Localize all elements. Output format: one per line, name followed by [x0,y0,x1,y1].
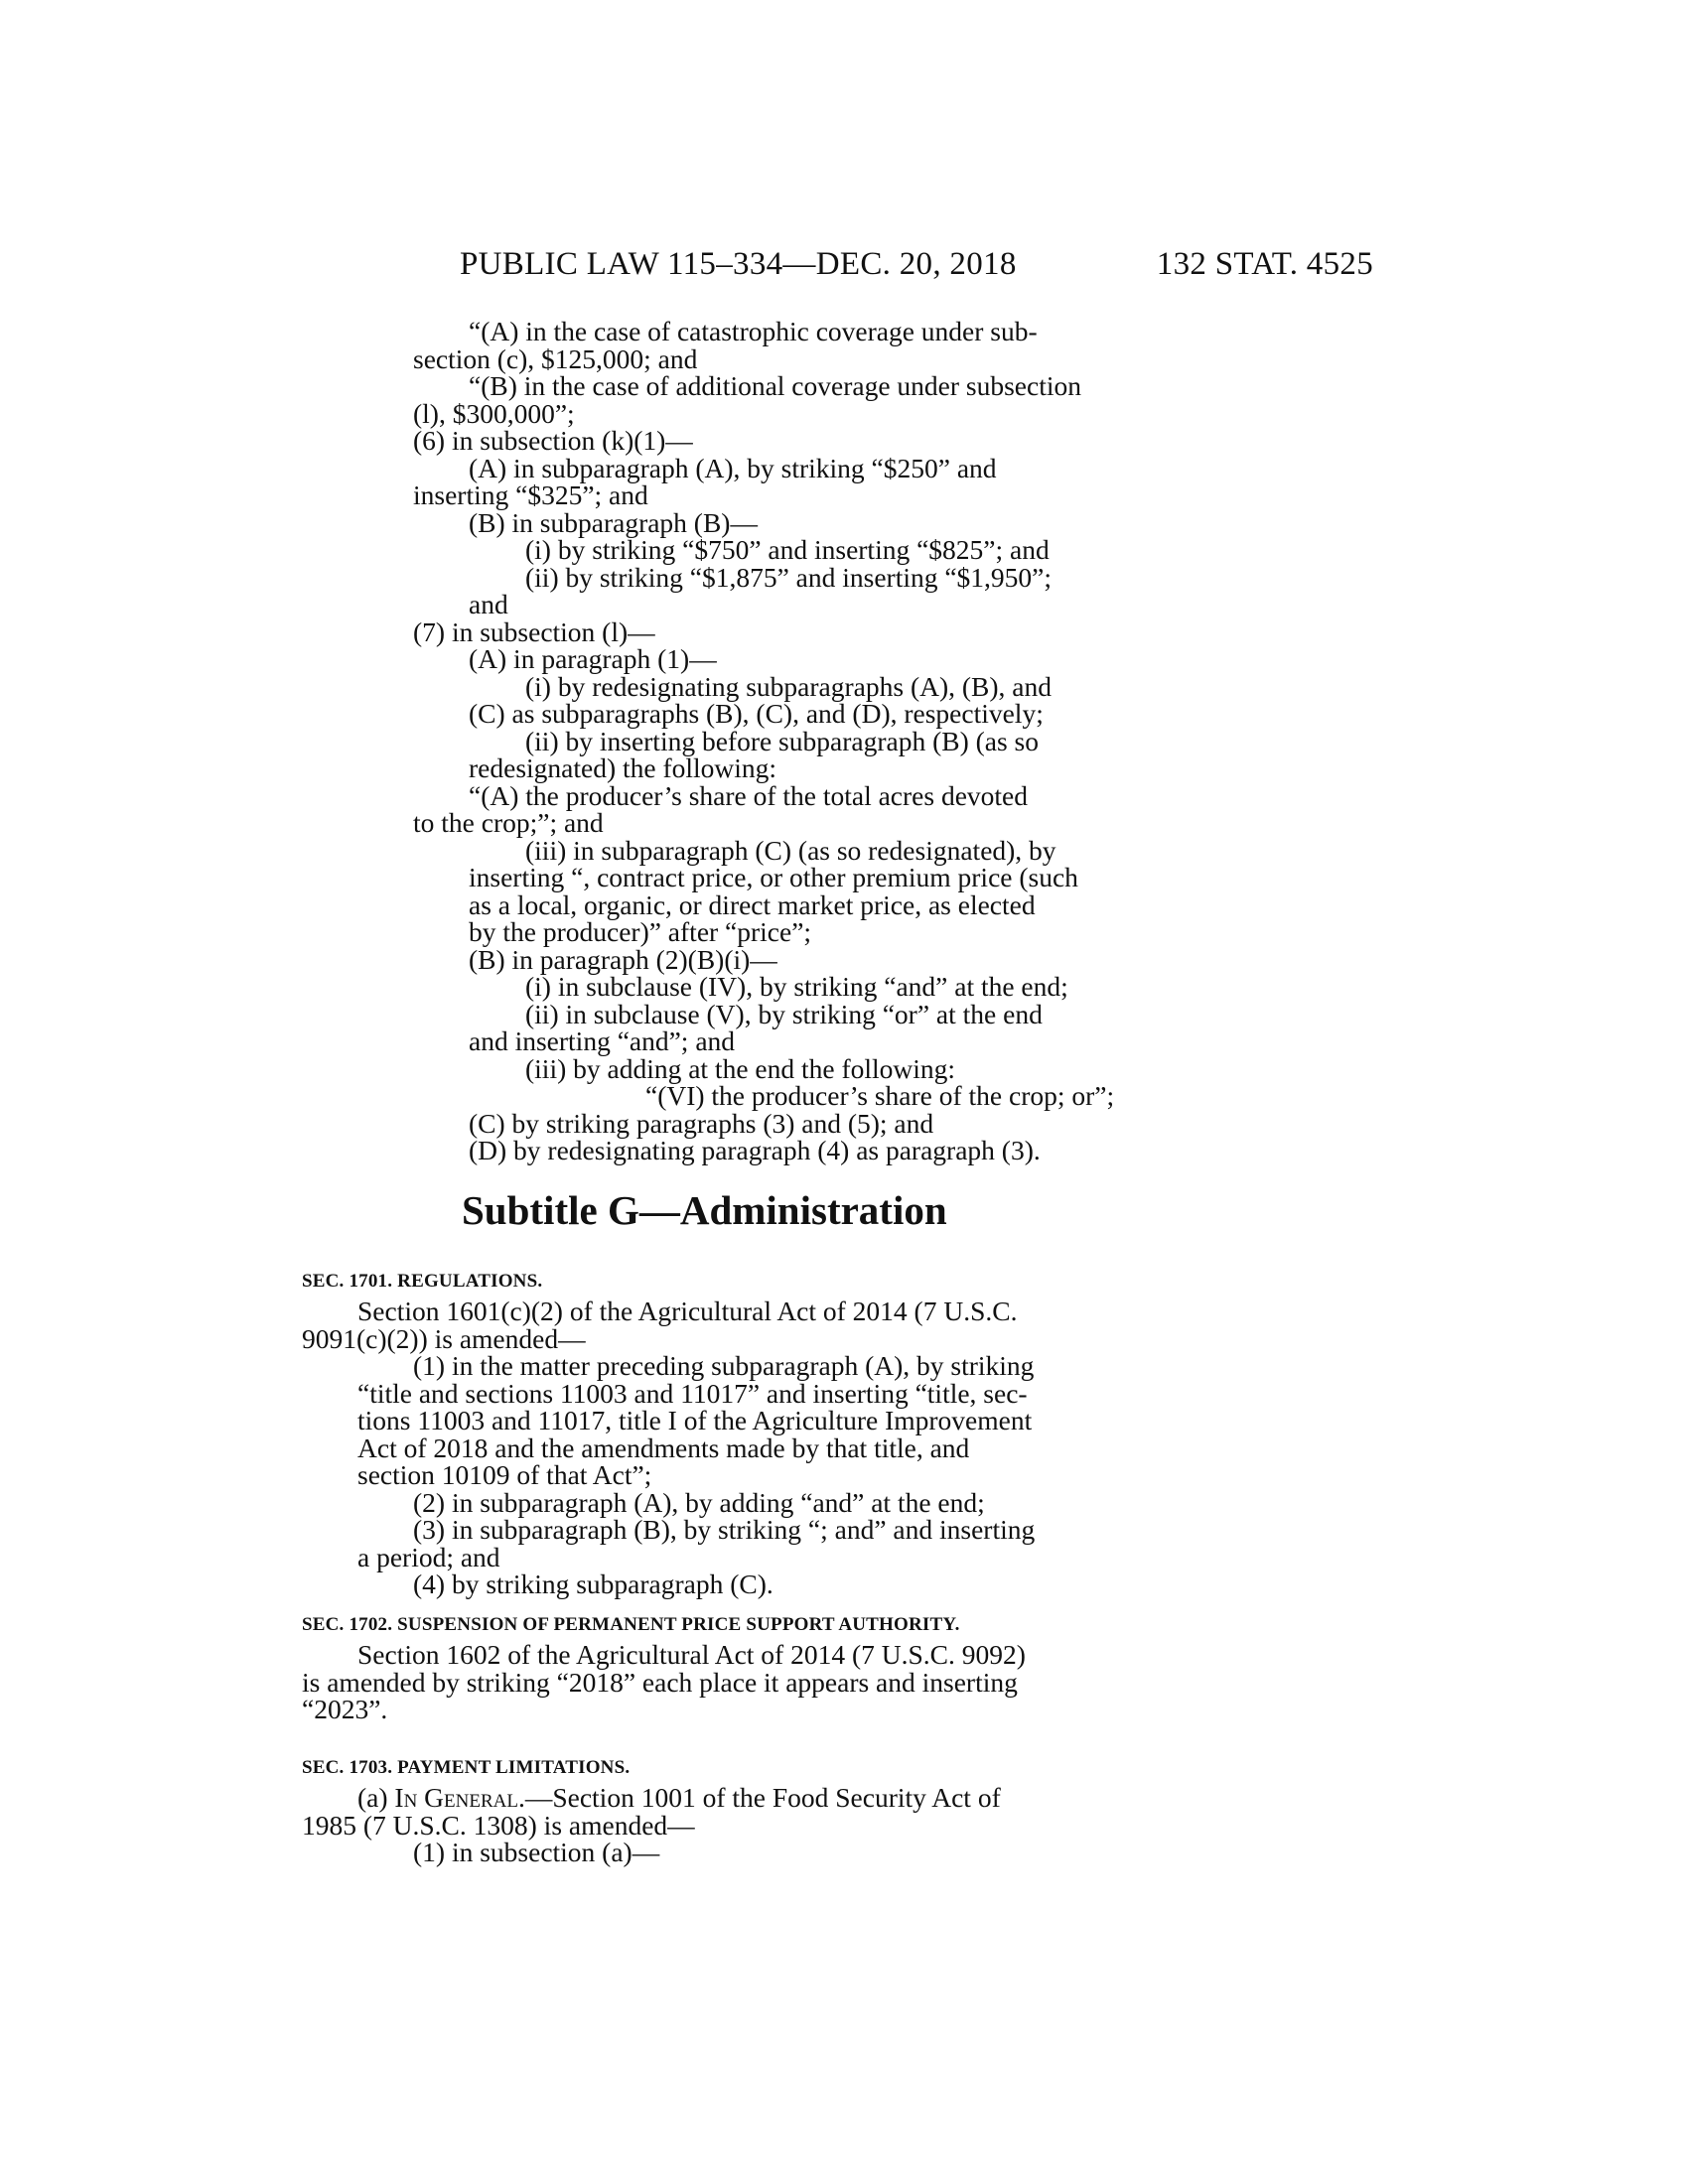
text-line: (D) by redesignating paragraph (4) as paragraph (3). [469,1135,1041,1165]
text-line: inserting “, contract price, or other premium price (such [469,862,1078,892]
text-line: (7) in subsection (l)— [413,615,655,647]
text-line: “(A) the producer’s share of the total acres devoted [469,779,1028,811]
running-header [460,246,1373,286]
text-line: section (c), $125,000; and [413,342,698,374]
text-line: (6) in subsection (k)(1)— [413,425,693,456]
text-line: (i) by redesignating subparagraphs (A), (B), and [525,670,1052,702]
text-line: and [469,589,508,619]
text-line: is amended by striking “2018” each place it appears and inserting [302,1666,1018,1698]
text-line: by the producer)” after “price”; [469,916,812,947]
text-line: (iii) by adding at the end the following: [525,1052,956,1084]
text-line: (ii) by striking “$1,875” and inserting “$1,950”; [525,561,1053,593]
text-line: (1) in subsection (a)— [413,1837,660,1867]
text-line: as a local, organic, or direct market price, as elected [469,888,1036,920]
text-line: section 10109 of that Act”; [357,1459,652,1490]
text-line: (l), $300,000”; [413,397,575,429]
text-line: (C) as subparagraphs (B), (C), and (D), respectively; [469,698,1044,729]
text-line: (1) in the matter preceding subparagraph (A), by striking [413,1350,1035,1381]
text-line: (i) in subclause (IV), by striking “and” at the end; [525,971,1068,1002]
text-line: and inserting “and”; and [469,1025,736,1056]
text-line: (iii) in subparagraph (C) (as so redesignated), by [525,834,1056,866]
section-heading-1702: SEC. 1702. SUSPENSION OF PERMANENT PRICE SUPPORT AUTHORITY. [302,1614,960,1635]
text-line: “title and sections 11003 and 11017” and inserting “title, sec- [357,1377,1028,1409]
text-line: 1985 (7 U.S.C. 1308) is amended— [302,1809,695,1841]
text-line: to the crop;”; and [413,807,604,838]
text-line: Act of 2018 and the amendments made by that title, and [357,1432,970,1463]
header-stat-page: 132 STAT. 4525 [1156,246,1373,282]
text-line: “(A) in the case of catastrophic coverage under sub- [469,316,1038,346]
text-line: (B) in paragraph (2)(B)(i)— [469,943,777,975]
continued-amendments [302,318,1176,1164]
section-heading-1703: SEC. 1703. PAYMENT LIMITATIONS. [302,1757,631,1778]
subsection-marker: (a) [357,1782,395,1813]
text-line-subsection-a [302,1784,1176,1812]
section-body-1703 [302,1784,1176,1866]
text-line: (A) in subparagraph (A), by striking “$250” and [469,452,997,483]
section-body-1701 [302,1297,1176,1598]
section-body-1702 [302,1641,1176,1723]
text-line: redesignated) the following: [469,752,777,783]
subsection-text: .—Section 1001 of the Food Security Act of [517,1782,1001,1813]
text-line: “2023”. [302,1694,388,1724]
text-line: (C) by striking paragraphs (3) and (5); and [469,1107,934,1139]
text-line: a period; and [357,1541,500,1572]
text-line: (A) in paragraph (1)— [469,643,717,674]
section-heading-1701: SEC. 1701. REGULATIONS. [302,1271,543,1292]
text-line: (ii) in subclause (V), by striking “or” at the end [525,998,1043,1029]
text-line: (i) by striking “$750” and inserting “$825”; and [525,534,1050,565]
header-public-law: PUBLIC LAW 115–334—DEC. 20, 2018 [460,246,1017,282]
text-line: (4) by striking subparagraph (C). [413,1569,774,1599]
text-line: inserting “$325”; and [413,479,648,510]
text-line: Section 1601(c)(2) of the Agricultural Act of 2014 (7 U.S.C. [357,1296,1018,1326]
text-line: (3) in subparagraph (B), by striking “; and” and inserting [413,1514,1036,1545]
text-line: 9091(c)(2)) is amended— [302,1322,586,1354]
subsection-heading-smallcaps: In General [394,1782,518,1813]
text-line: Section 1602 of the Agricultural Act of 2014 (7 U.S.C. 9092) [357,1639,1026,1670]
subtitle-heading: Subtitle G—Administration [462,1187,947,1233]
text-line: (2) in subparagraph (A), by adding “and” at the end; [413,1486,985,1518]
text-line: tions 11003 and 11017, title I of the Agriculture Improvement [357,1405,1033,1435]
text-line: (ii) by inserting before subparagraph (B) (as so [525,725,1039,756]
text-line: “(B) in the case of additional coverage under subsection [469,370,1081,401]
text-line: (B) in subparagraph (B)— [469,506,758,538]
text-line: “(VI) the producer’s share of the crop; or”; [645,1080,1115,1111]
